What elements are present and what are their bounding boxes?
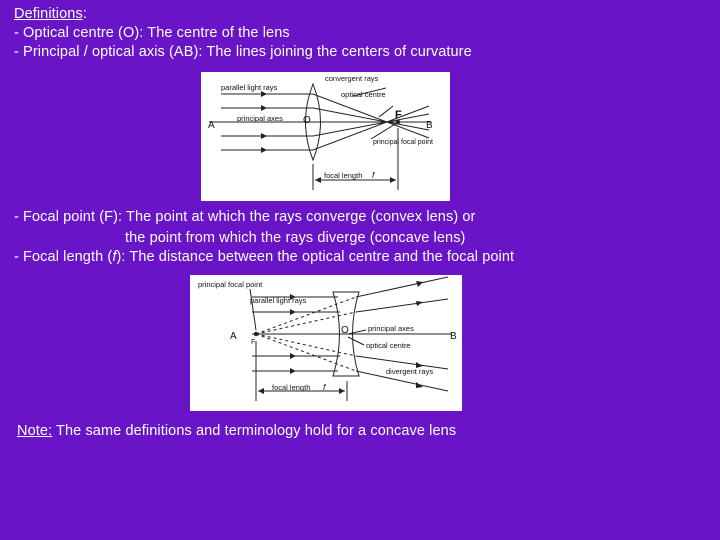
label-a: A bbox=[230, 331, 237, 342]
focal-length-prefix: - Focal length ( bbox=[14, 249, 113, 265]
label-f: F bbox=[251, 339, 256, 346]
definitions-colon: : bbox=[82, 6, 87, 22]
optical-centre-definition: - Optical centre (O): The centre of the lens bbox=[14, 25, 290, 41]
principal-focal-point-label: principal focal point bbox=[373, 139, 433, 146]
principal-axes-label: principal axes bbox=[368, 324, 414, 333]
convex-lens-svg bbox=[201, 72, 450, 201]
focal-length-suffix: ): The distance between the optical centre and the focal point bbox=[116, 249, 515, 265]
focal-point-definition-continued: the point from which the rays diverge (concave lens) bbox=[125, 230, 466, 246]
concave-lens-diagram bbox=[190, 275, 462, 411]
note-label: Note: bbox=[17, 423, 53, 439]
focal-length-definition bbox=[14, 249, 514, 265]
label-f: F bbox=[395, 109, 402, 121]
parallel-light-rays-label: parallel light rays bbox=[221, 83, 278, 92]
convergent-rays-label: convergent rays bbox=[325, 74, 379, 83]
note-line bbox=[17, 423, 456, 439]
parallel-light-rays-label: parallel light rays bbox=[250, 296, 307, 305]
principal-axes-label: principal axes bbox=[237, 114, 283, 123]
focal-length-f-label: f bbox=[323, 382, 326, 392]
principal-focal-point-label: principal focal point bbox=[198, 280, 263, 289]
definitions-heading-line bbox=[14, 6, 87, 22]
concave-lens-svg bbox=[190, 275, 462, 411]
focal-length-label: focal length bbox=[324, 171, 363, 180]
label-b: B bbox=[426, 120, 433, 131]
convex-lens-diagram bbox=[201, 72, 450, 201]
optical-centre-label: optical centre bbox=[366, 341, 411, 350]
label-o: O bbox=[341, 325, 349, 336]
focal-length-f-label: f bbox=[372, 170, 375, 180]
focal-length-symbol: f bbox=[112, 249, 117, 265]
label-o: O bbox=[303, 115, 311, 126]
focal-length-label: focal length bbox=[272, 383, 311, 392]
note-text: The same definitions and terminology hold for a concave lens bbox=[52, 423, 457, 439]
principal-axis-definition: - Principal / optical axis (AB): The lines joining the centers of curvature bbox=[14, 44, 472, 60]
optical-centre-label: optical centre bbox=[341, 90, 386, 99]
divergent-rays-label: divergent rays bbox=[386, 367, 434, 376]
focal-point-definition: - Focal point (F): The point at which the rays converge (convex lens) or bbox=[14, 209, 476, 225]
label-a: A bbox=[208, 120, 215, 131]
definitions-heading: Definitions bbox=[14, 6, 83, 22]
label-b: B bbox=[450, 331, 457, 342]
